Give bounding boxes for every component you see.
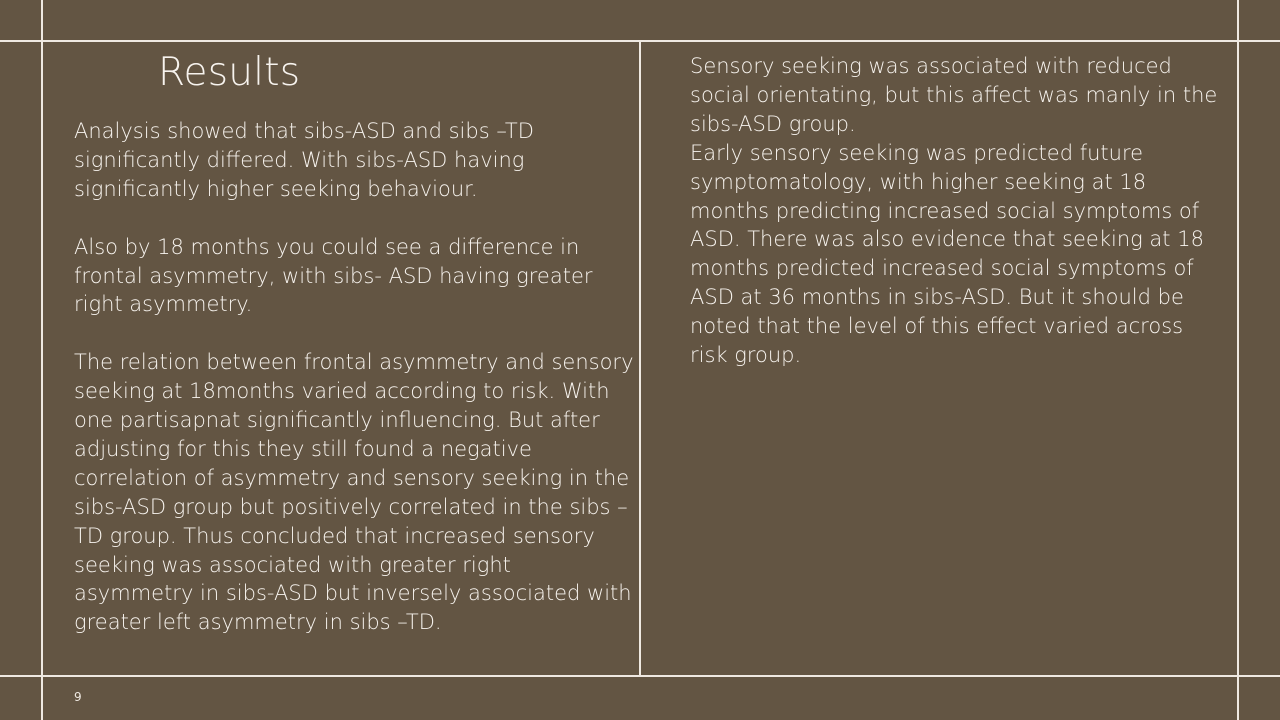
slide-title: Results: [158, 50, 301, 95]
column-divider: [639, 41, 641, 676]
right-paragraph-2: Early sensory seeking was predicted future symptomatology, with higher seeking at 18 months predicting increased social symptoms of ASD. There was also evidence that seeking at 18 months predicted increased social symptoms of ASD at 36 months in sibs-ASD. But it should be noted that the level of this effect varied across risk group.: [690, 140, 1204, 368]
right-paragraph-1: Sensory seeking was associated with reduced social orientating, but this affect was manly in the sibs-ASD group.: [690, 54, 1218, 136]
left-paragraph-3: The relation between frontal asymmetry and sensory seeking at 18months varied according to risk. With one partisapnat significantly influencing. But after adjusting for this they still found a negative correlation of asymmetry and sensory seeking in the sibs-ASD group but positively correlated in the sibs –TD group. Thus concluded that increased sensory seeking was associated with greater right asymmetry in sibs-ASD but inversely associated with greater left asymmetry in sibs –TD.: [74, 350, 634, 635]
left-paragraph-2: Also by 18 months you could see a difference in frontal asymmetry, with sibs- ASD having greater right asymmetry.: [74, 234, 593, 317]
page-number: 9: [74, 690, 82, 704]
frame-line-left: [41, 0, 43, 720]
left-paragraph-1: Analysis showed that sibs-ASD and sibs –TD significantly differed. With sibs-ASD having significantly higher seeking behaviour.: [74, 119, 534, 201]
left-column: [74, 117, 634, 637]
frame-line-right: [1237, 0, 1239, 720]
right-column: [690, 52, 1220, 370]
